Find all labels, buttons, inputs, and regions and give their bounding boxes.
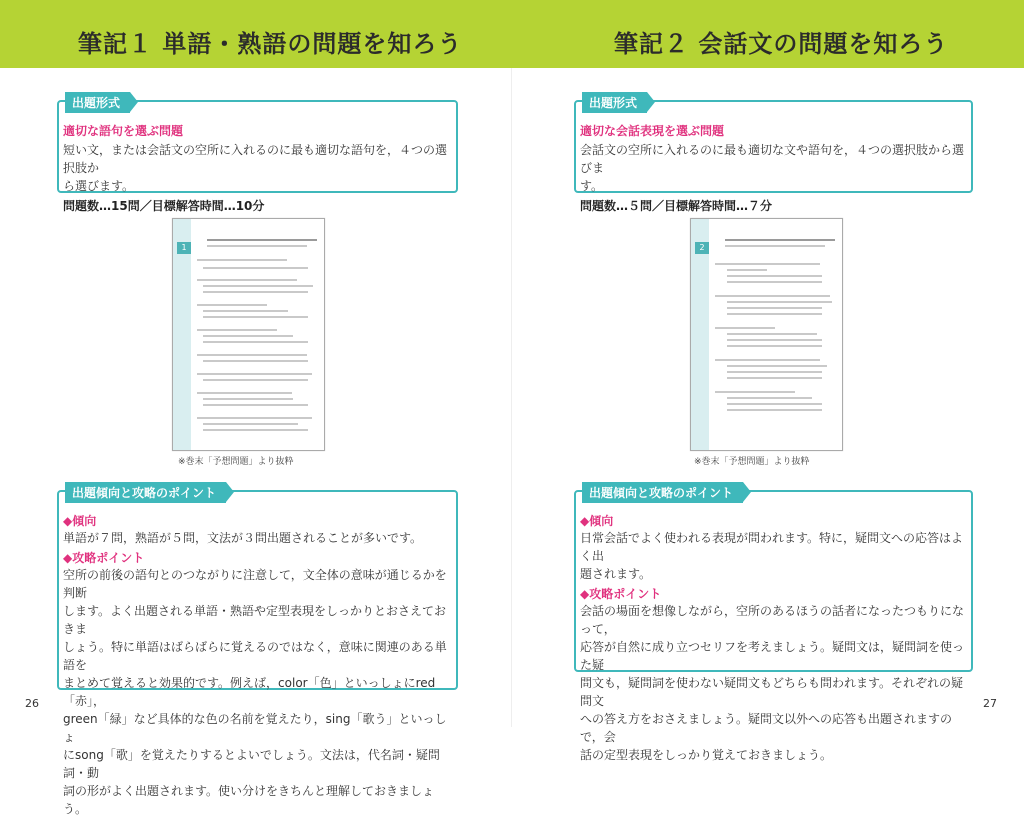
trend-line: 単語が７問，熟語が５問，文法が３問出題されることが多いです。 [63, 531, 423, 545]
trend-line: 日常会話でよく使われる表現が問われます。特に，疑問文への応答はよく出 [580, 531, 964, 563]
box-label: 出題傾向と攻略のポイント [582, 482, 743, 503]
page-title-right: 筆記２ 会話文の問題を知ろう [614, 30, 949, 58]
trend-line: 題されます。 [580, 567, 652, 581]
format-heading: 適切な語句を選ぶ問題 [63, 124, 184, 138]
question-count: 問題数…５問／目標解答時間…７分 [580, 199, 773, 213]
strategy-line: 応答が自然に成り立つセリフを考えましょう。疑問文は，疑問詞を使った疑 [580, 640, 965, 672]
format-heading: 適切な会話表現を選ぶ問題 [580, 124, 725, 138]
page-number-left: 26 [25, 697, 39, 710]
strategy-heading: ◆攻略ポイント [580, 587, 662, 601]
thumbnail-caption: ※巻末「予想問題」より抜粋 [178, 457, 294, 467]
sample-question-thumbnail [172, 218, 325, 451]
format-text-line: ら選びます。 [63, 179, 135, 193]
strategy-line: まとめて覚えると効果的です。例えば，color「色」といっしょにred「赤」， [63, 676, 436, 708]
format-text-line: す。 [580, 179, 604, 193]
section-number-badge: 2 [695, 242, 709, 254]
box-label: 出題形式 [65, 92, 130, 113]
question-format-box-right [574, 96, 973, 213]
trend-heading: ◆傾向 [63, 514, 97, 528]
trend-strategy-box-right [574, 486, 973, 762]
strategy-line: しょう。特に単語はばらばらに覚えるのではなく，意味に関連のある単語を [63, 640, 447, 672]
question-format-box-left [57, 96, 458, 213]
box-label: 出題形式 [582, 92, 647, 113]
page-title-left: 筆記１ 単語・熟語の問題を知ろう [78, 30, 463, 58]
question-count: 問題数…15問／目標解答時間…10分 [63, 199, 265, 213]
section-number-badge: 1 [177, 242, 191, 254]
strategy-line: 会話の場面を想像しながら，空所のあるほうの話者になったつもりになって， [580, 604, 965, 636]
strategy-heading: ◆攻略ポイント [63, 551, 145, 565]
trend-heading: ◆傾向 [580, 514, 614, 528]
strategy-line: 問文も，疑問詞を使わない疑問文もどちらも問われます。それぞれの疑問文 [580, 676, 964, 708]
strategy-line: への答え方をおさえましょう。疑問文以外への応答も出題されますので，会 [580, 712, 953, 744]
strategy-line: green「緑」など具体的な色の名前を覚えたり，sing「歌う」といっしょ [63, 712, 447, 744]
strategy-line: します。よく出題される単語・熟語や定型表現をしっかりとおさえておきま [63, 604, 447, 636]
box-label: 出題傾向と攻略のポイント [65, 482, 226, 503]
strategy-line: 話の定型表現をしっかり覚えておきましょう。 [580, 748, 833, 762]
sample-question-thumbnail [690, 218, 843, 451]
format-text-line: 会話文の空所に入れるのに最も適切な文や語句を，４つの選択肢から選びま [580, 143, 965, 175]
strategy-line: にsong「歌」を覚えたりするとよいでしょう。文法は，代名詞・疑問詞・動 [63, 748, 440, 780]
strategy-line: 詞の形がよく出題されます。使い分けをきちんと理解しておきましょう。 [63, 784, 435, 816]
spread-divider [511, 68, 512, 727]
thumbnail-caption: ※巻末「予想問題」より抜粋 [694, 457, 810, 467]
strategy-line: 空所の前後の語句とのつながりに注意して，文全体の意味が通じるかを判断 [63, 568, 447, 600]
trend-strategy-box-left [57, 486, 458, 816]
page-number-right: 27 [983, 697, 997, 710]
format-text-line: 短い文，または会話文の空所に入れるのに最も適切な語句を，４つの選択肢か [63, 143, 448, 175]
